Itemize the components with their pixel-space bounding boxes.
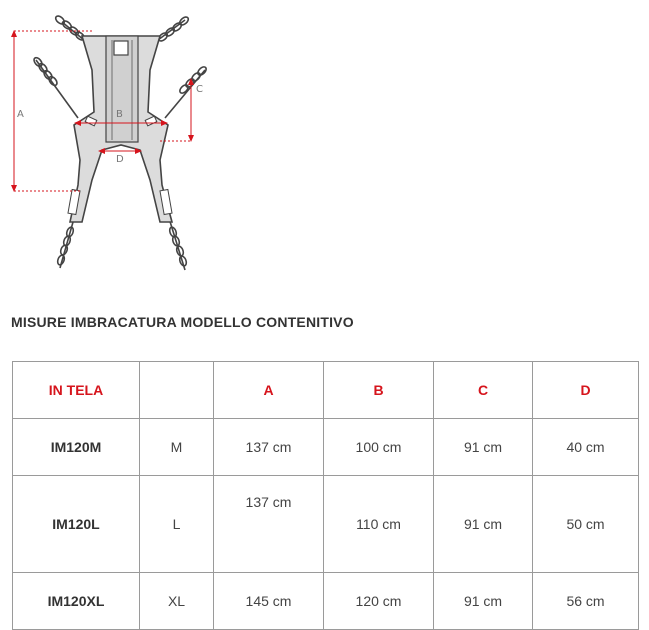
label-a: A	[17, 109, 24, 120]
header-b: B	[324, 362, 434, 419]
c-cell: 91 cm	[434, 476, 533, 573]
size-cell: XL	[140, 573, 214, 630]
size-cell: L	[140, 476, 214, 573]
table-header-row	[13, 362, 639, 419]
table-row	[13, 476, 639, 573]
header-a: A	[214, 362, 324, 419]
table-row	[13, 419, 639, 476]
a-cell: 137 cm	[214, 419, 324, 476]
header-c: C	[434, 362, 533, 419]
header-size	[140, 362, 214, 419]
b-cell: 120 cm	[324, 573, 434, 630]
sling-label-window	[114, 41, 128, 55]
c-cell: 91 cm	[434, 419, 533, 476]
table-row	[13, 573, 639, 630]
header-in-tela: IN TELA	[13, 362, 140, 419]
label-d: D	[116, 154, 124, 165]
b-cell: 110 cm	[324, 476, 434, 573]
header-d: D	[533, 362, 639, 419]
label-c: C	[196, 84, 203, 95]
section-heading: MISURE IMBRACATURA MODELLO CONTENITIVO	[11, 314, 354, 330]
model-cell: IM120L	[13, 476, 140, 573]
b-cell: 100 cm	[324, 419, 434, 476]
a-cell: 137 cm	[214, 476, 324, 573]
size-table	[12, 361, 639, 630]
c-cell: 91 cm	[434, 573, 533, 630]
sling-diagram	[0, 0, 230, 285]
model-cell: IM120M	[13, 419, 140, 476]
a-cell: 145 cm	[214, 573, 324, 630]
model-cell: IM120XL	[13, 573, 140, 630]
d-cell: 56 cm	[533, 573, 639, 630]
d-cell: 40 cm	[533, 419, 639, 476]
size-cell: M	[140, 419, 214, 476]
label-b: B	[116, 109, 123, 120]
d-cell: 50 cm	[533, 476, 639, 573]
